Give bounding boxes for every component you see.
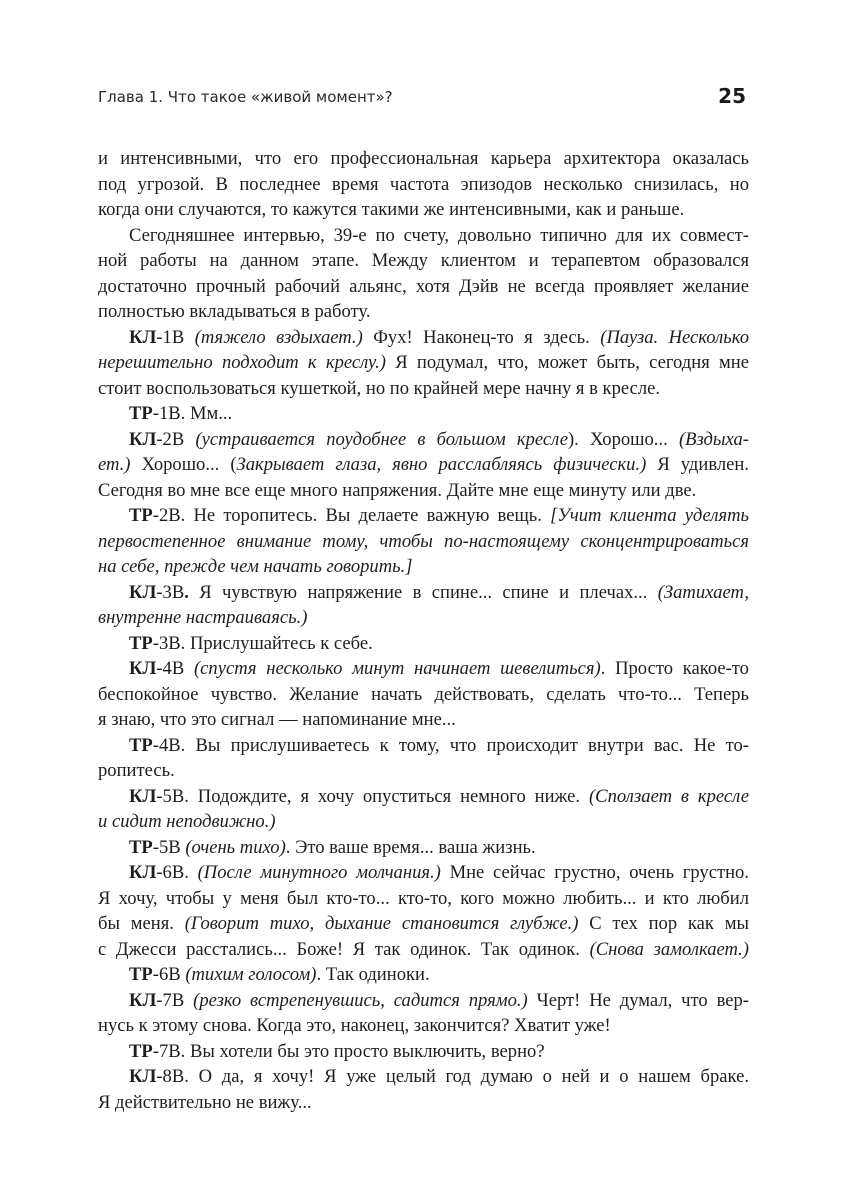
text-segment: -3В: [156, 581, 185, 603]
text-line: [98, 554, 749, 580]
text-line: [98, 886, 749, 912]
page-number: 25: [718, 84, 746, 108]
text-line: [98, 478, 749, 504]
text-segment: -1В. Мм...: [152, 403, 233, 424]
text-segment: -6В.: [156, 862, 198, 883]
text-line: [98, 1090, 749, 1116]
text-line: [98, 707, 749, 733]
stage-direction: (Снова замолкает.): [589, 938, 749, 960]
text-segment: ной работы на данном этапе. Между клиентом и терапевтом образовался: [98, 250, 749, 271]
text-line: [98, 1013, 749, 1039]
text-line: [98, 452, 749, 478]
stage-direction: первостепенное внимание тому, чтобы по-настоящему сконцентрироваться: [98, 530, 749, 552]
text-line: [98, 784, 749, 810]
text-line: [98, 401, 749, 427]
text-segment: бы меня.: [98, 913, 185, 934]
speaker-label: ТР: [129, 632, 153, 654]
text-line: [98, 503, 749, 529]
text-segment: Сегодняшнее интервью, 39-е по счету, довольно типично для их совмест-: [129, 224, 749, 246]
text-segment: -2В. Не торопитесь. Вы делаете важную вещь.: [152, 505, 551, 526]
text-segment: -1В: [156, 326, 195, 348]
text-segment: . Это ваше время... ваша жизнь.: [285, 836, 536, 858]
text-line: [98, 248, 749, 274]
text-segment: С тех пор как мы: [578, 913, 750, 934]
stage-direction: (резко встрепенувшись, садится прямо.): [193, 989, 528, 1011]
text-segment: Хорошо... (: [130, 454, 237, 475]
text-segment: -4В. Вы прислушиваетесь к тому, что происходит внутри вас. Не то-: [152, 734, 749, 756]
stage-direction: (тяжело вздыхает.): [194, 326, 363, 348]
text-segment: Я хочу, чтобы у меня был кто-то... кто-то, кого можно любить... и кто любил: [98, 887, 749, 909]
text-line: [98, 835, 749, 861]
text-segment: с Джесси расстались... Боже! Я так одинок. Так одинок.: [98, 938, 590, 960]
text-segment: Я чувствую напряжение в спине... спине и плечах...: [188, 581, 658, 603]
stage-direction: (Пауза. Несколько: [600, 326, 749, 348]
text-segment: ). Хорошо...: [567, 428, 679, 450]
text-line: [98, 809, 749, 835]
text-segment: под угрозой. В последнее время частота эпизодов несколько снизилась, но: [98, 173, 749, 195]
text-line: [98, 988, 749, 1014]
speaker-label: ТР: [129, 734, 153, 756]
speaker-label: КЛ: [129, 581, 157, 603]
speaker-label: .: [184, 581, 189, 603]
speaker-label: ТР: [129, 836, 153, 858]
chapter-title: Глава 1. Что такое «живой момент»?: [98, 88, 393, 106]
text-line: [98, 146, 749, 172]
text-segment: Я действительно не вижу...: [98, 1091, 312, 1113]
text-line: [98, 1064, 749, 1090]
text-line: [98, 325, 749, 351]
speaker-label: ТР: [129, 403, 153, 424]
text-line: [98, 172, 749, 198]
stage-direction: (Говорит тихо, дыхание становится глубже.): [184, 913, 579, 934]
text-segment: нусь к этому снова. Когда это, наконец, закончится? Хватит уже!: [98, 1015, 611, 1036]
text-segment: Я подумал, что, может быть, сегодня мне: [385, 352, 750, 373]
speaker-label: КЛ: [129, 326, 157, 348]
text-segment: я знаю, что это сигнал — напоминание мне...: [98, 709, 456, 730]
text-line: [98, 197, 749, 223]
text-line: [98, 376, 749, 402]
text-segment: когда они случаются, то кажутся такими же интенсивными, как и раньше.: [98, 199, 685, 220]
stage-direction: (тихим голосом): [185, 964, 317, 985]
text-line: [98, 299, 749, 325]
text-segment: -5В: [152, 836, 186, 858]
text-segment: -4В: [156, 658, 194, 679]
stage-direction: (Вздыха-: [678, 428, 749, 450]
text-segment: стоит воспользоваться кушеткой, но по крайней мере начну я в кресле.: [98, 377, 661, 399]
text-segment: Я удивлен.: [646, 454, 749, 475]
text-line: [98, 274, 749, 300]
text-line: [98, 427, 749, 453]
text-segment: -6В: [152, 964, 186, 985]
text-line: [98, 962, 749, 988]
text-line: [98, 631, 749, 657]
text-line: [98, 911, 749, 937]
stage-direction: [Учит клиента уделять: [550, 505, 749, 526]
text-line: [98, 937, 749, 963]
text-segment: ропитесь.: [98, 760, 175, 781]
speaker-label: КЛ: [129, 1066, 157, 1087]
text-line: [98, 656, 749, 682]
text-segment: -7В. Вы хотели бы это просто выключить, верно?: [152, 1040, 545, 1062]
stage-direction: (устраивается поудобнее в большом кресле: [195, 428, 568, 450]
stage-direction: нерешительно подходит к креслу.): [98, 352, 386, 373]
text-segment: . Просто какое-то: [600, 658, 749, 679]
body-text: [98, 146, 749, 1115]
text-line: [98, 529, 749, 555]
speaker-label: ТР: [129, 505, 153, 526]
speaker-label: КЛ: [129, 658, 157, 679]
speaker-label: ТР: [129, 964, 153, 985]
text-line: [98, 758, 749, 784]
text-line: [98, 223, 749, 249]
speaker-label: КЛ: [129, 428, 157, 450]
text-segment: -2В: [156, 428, 196, 450]
text-segment: беспокойное чувство. Желание начать действовать, сделать что-то... Теперь: [98, 683, 749, 705]
stage-direction: (Затихает,: [657, 581, 749, 603]
text-line: [98, 605, 749, 631]
text-segment: Мне сейчас грустно, очень грустно.: [440, 862, 750, 883]
speaker-label: КЛ: [129, 785, 157, 807]
text-segment: . Так одиноки.: [316, 964, 430, 985]
stage-direction: и сидит неподвижно.): [98, 811, 276, 832]
text-line: [98, 580, 749, 606]
stage-direction: (спустя несколько минут начинает шевелиться): [193, 658, 601, 679]
stage-direction: внутренне настраиваясь.): [98, 607, 308, 628]
text-line: [98, 860, 749, 886]
text-segment: полностью вкладываться в работу.: [98, 301, 371, 322]
text-segment: достаточно прочный рабочий альянс, хотя Дэйв не всегда проявляет желание: [98, 275, 749, 297]
text-segment: -5В. Подождите, я хочу опуститься немного ниже.: [156, 785, 589, 807]
text-segment: Сегодня во мне все еще много напряжения. Дайте мне еще минуту или две.: [98, 479, 697, 501]
text-line: [98, 682, 749, 708]
text-line: [98, 733, 749, 759]
text-line: [98, 1039, 749, 1065]
speaker-label: КЛ: [129, 862, 157, 883]
stage-direction: (очень тихо): [185, 836, 286, 858]
text-segment: -8В. О да, я хочу! Я уже целый год думаю о ней и о нашем браке.: [156, 1066, 749, 1087]
text-segment: и интенсивными, что его профессиональная карьера архитектора оказалась: [98, 148, 749, 169]
stage-direction: на себе, прежде чем начать говорить.]: [98, 556, 413, 577]
speaker-label: ТР: [129, 1040, 153, 1062]
text-segment: -7В: [156, 989, 194, 1011]
stage-direction: Закрывает глаза, явно расслабляясь физически.): [236, 454, 647, 475]
stage-direction: (Сползает в кресле: [588, 785, 749, 807]
stage-direction: (После минутного молчания.): [197, 862, 441, 883]
text-line: [98, 350, 749, 376]
text-segment: -3В. Прислушайтесь к себе.: [152, 632, 373, 654]
text-segment: Черт! Не думал, что вер-: [527, 989, 749, 1011]
running-head: [98, 86, 748, 110]
speaker-label: КЛ: [129, 989, 157, 1011]
text-segment: Фух! Наконец-то я здесь.: [362, 326, 601, 348]
stage-direction: ет.): [98, 454, 131, 475]
